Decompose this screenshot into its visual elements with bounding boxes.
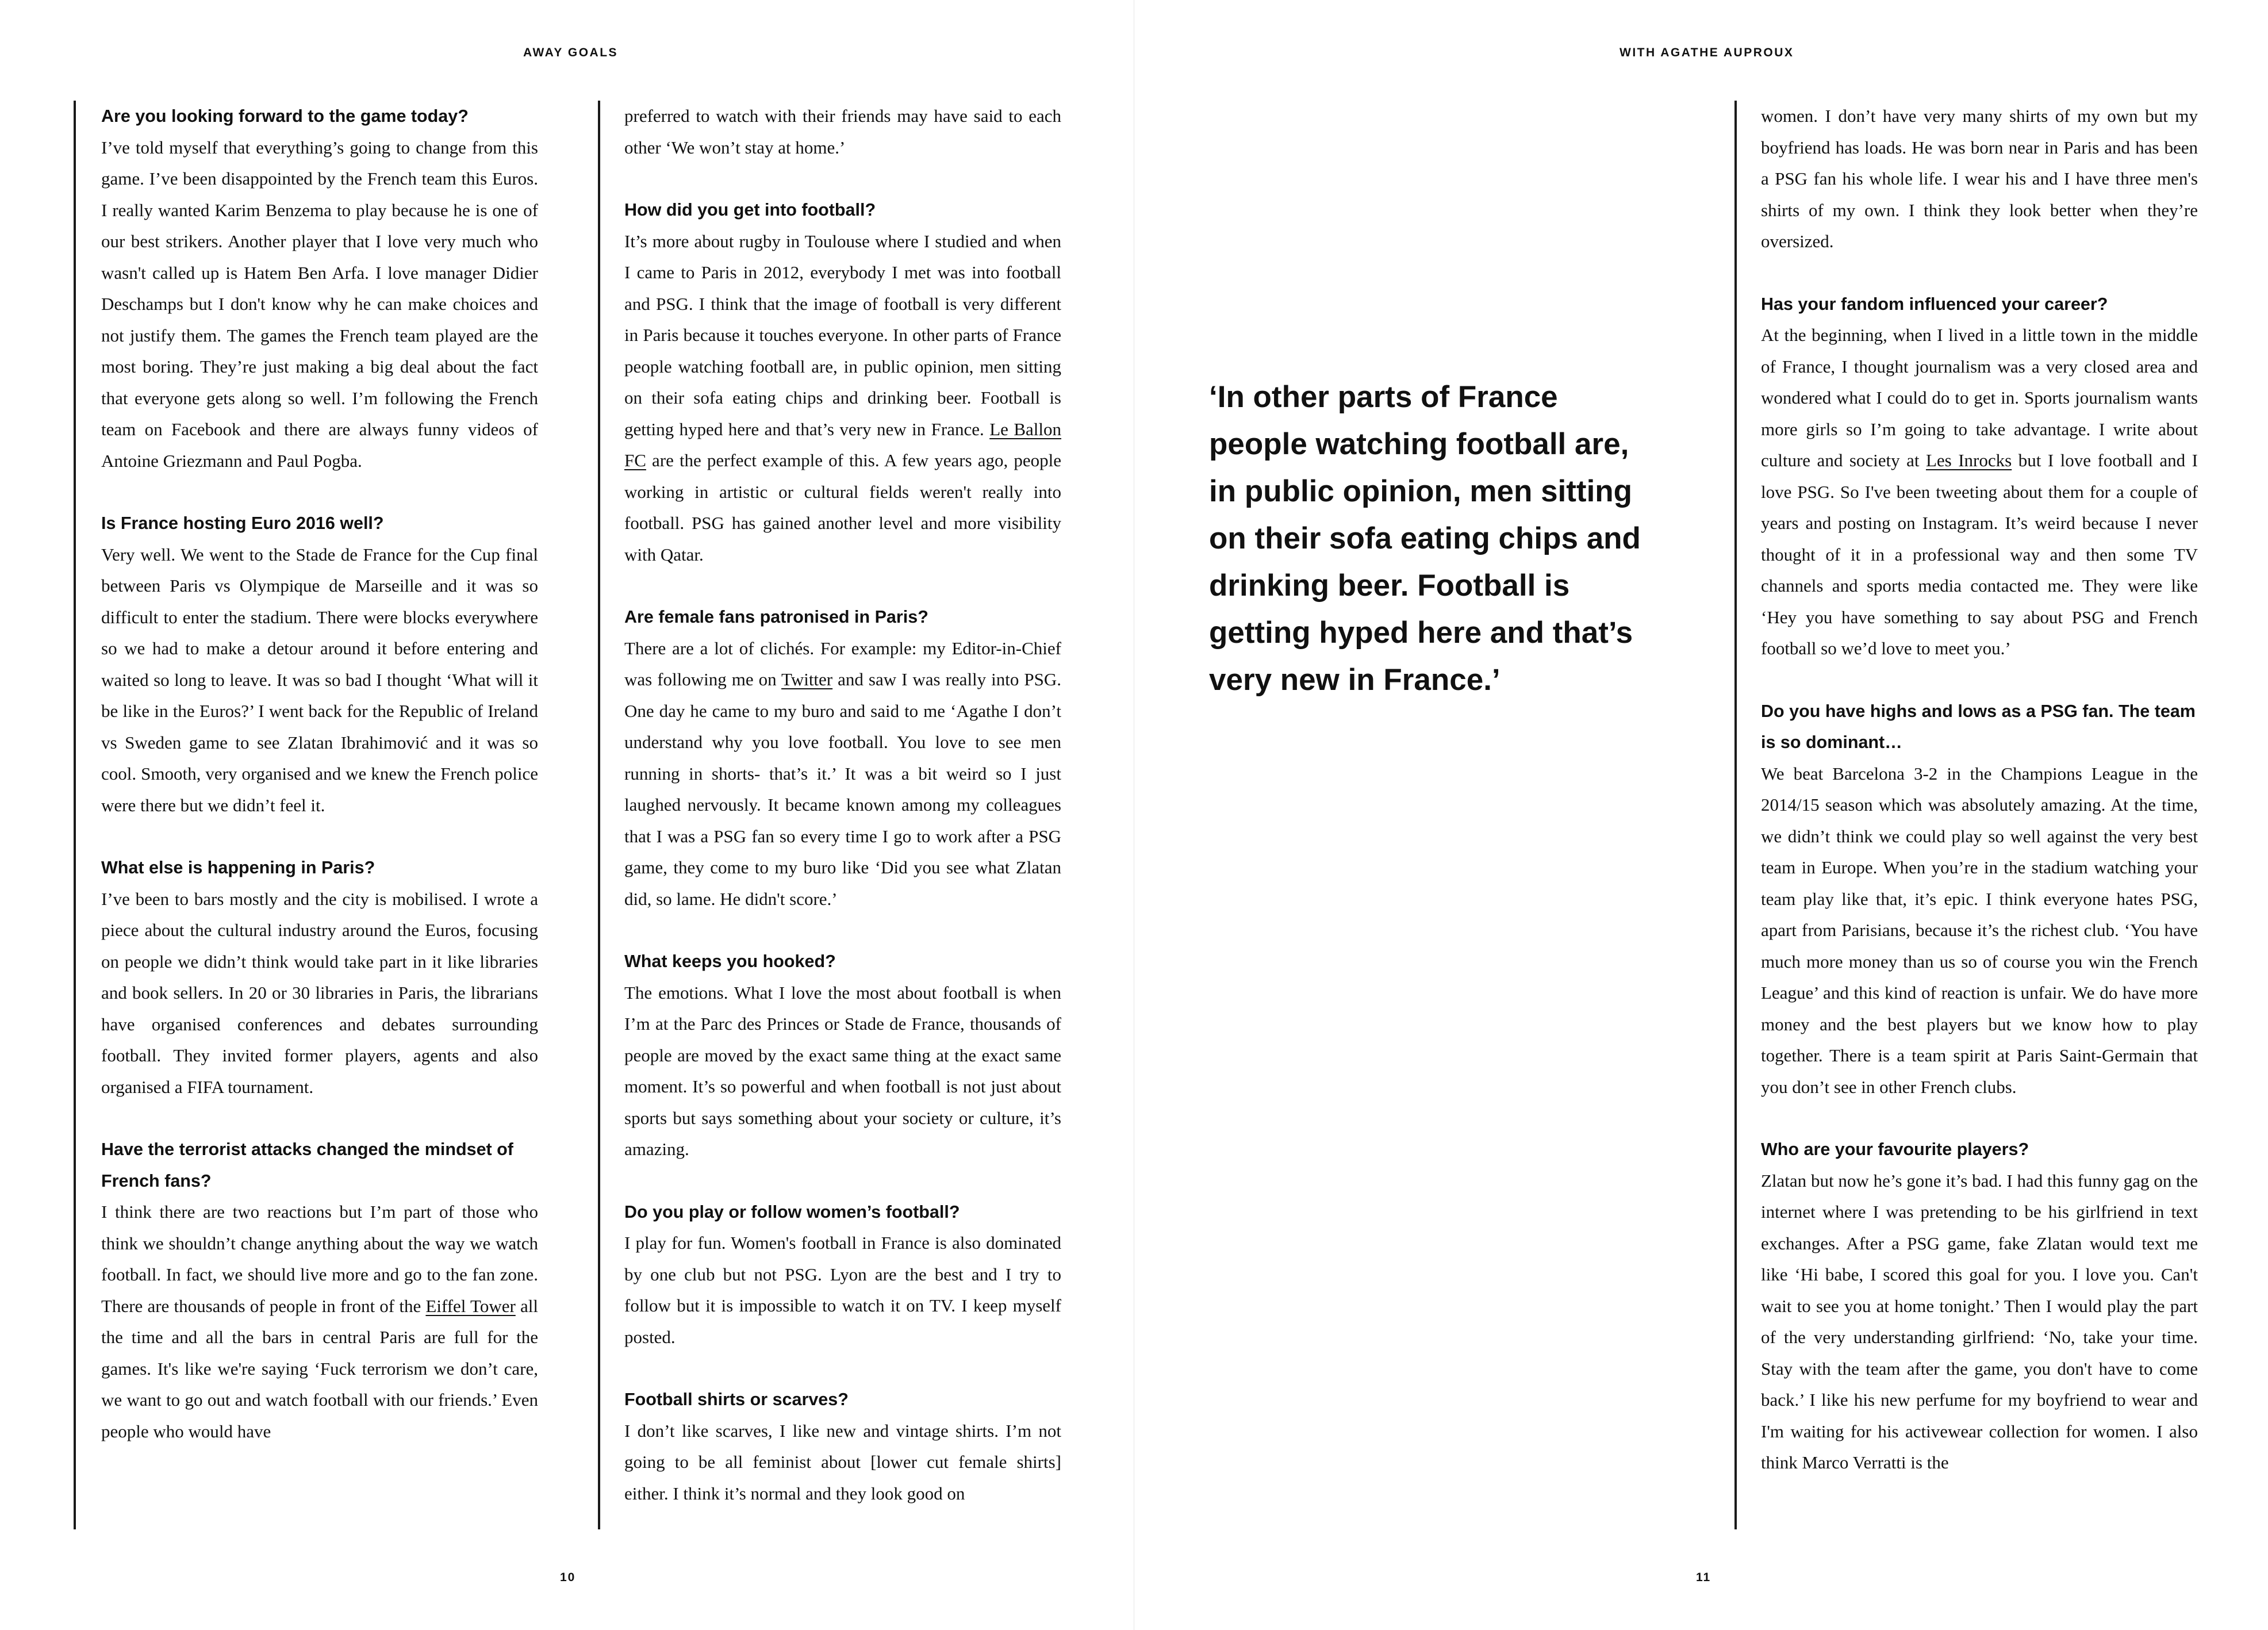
qa-block — [624, 194, 1061, 570]
question: What else is happening in Paris? — [101, 858, 375, 877]
inline-link[interactable]: Twitter — [781, 669, 833, 689]
qa-block — [101, 508, 538, 821]
answer-text: We beat Barcelona 3-2 in the Champions League in the 2014/15 season which was absolutely amazing. At the time, we didn’t think we could play so well against the very best team in Europe. When you’re in the stadium watching your team play like that, it’s epic. I think everyone hates PSG, apart from Parisians, because it’s the richest club. ‘You have much more money than us so of course you win the French League’ and this kind of reaction is unfair. We do have more money and the best players but we know how to play together. There is a team spirit at Paris Saint-Germain that you don’t see in other French clubs. — [1761, 763, 2198, 1097]
answer — [624, 1228, 1061, 1353]
question: Football shirts or scarves? — [624, 1390, 849, 1409]
answer-text: I’ve told myself that everything’s going to change from this game. I’ve been disappointed by the French team this Euros. I really wanted Karim Benzema to play because he is one of our best strikers. Another player that I love very much who wasn't called up is Hatem Ben Arfa. I love manager Didier Deschamps but I don't know why he can make choices and not justify them. The games the French team played are the most boring. They’re just making a big deal about the fact that everyone gets along so well. I’m following the French team on Facebook and there are always funny videos of Antoine Griezmann and Paul Pogba. — [101, 137, 538, 471]
question: Are female fans patronised in Paris? — [624, 607, 928, 627]
answer-text: Zlatan but now he’s gone it’s bad. I had this funny gag on the internet where I was pretending to be his girlfriend in text exchanges. After a PSG game, fake Zlatan would text me like ‘Hi babe, I scored this goal for you. I love you. Can't wait to see you at home tonight.’ Then I would play the part of the very understanding girlfriend: ‘No, take your time. Stay with the team after the game, you don't have to come back.’ I like his new perfume for my boyfriend to wear and I'm waiting for his activewear collection for women. I also think Marco Verratti is the — [1761, 1170, 2198, 1472]
qa-block — [1761, 696, 2198, 1103]
answer — [1761, 1165, 2198, 1479]
answer — [1761, 320, 2198, 665]
inline-link[interactable]: Les Inrocks — [1925, 450, 2012, 470]
question: Is France hosting Euro 2016 well? — [101, 513, 384, 533]
answer — [624, 977, 1061, 1165]
answer — [624, 633, 1061, 915]
inline-link[interactable]: Eiffel Tower — [425, 1295, 516, 1316]
answer-text: and saw I was really into PSG. One day he came to my buro and said to me ‘Agathe I don’t understand why you love football. You love to see men running in shorts- that’s it.’ It was a bit weird so I just laughed nervously. It became known among my colleagues that I was a PSG fan so every time I go to work after a PSG game, they come to my buro like ‘Did you see what Zlatan did, so lame. He didn't score.’ — [624, 669, 1061, 909]
column-body — [1761, 101, 2198, 1479]
answer-text: but I love football and I love PSG. So I've been tweeting about them for a couple of years and posting on Instagram. It’s weird because I never thought of it in a professional way and then some TV channels and sports media contacted me. They were like ‘Hey you have something to say about PSG and French football so we’d love to meet you.’ — [1761, 450, 2198, 658]
answer — [624, 226, 1061, 571]
answer — [101, 884, 538, 1103]
answer-text: Very well. We went to the Stade de France for the Cup final between Paris vs Olympique de Marseille and it was so difficult to enter the stadium. There were blocks everywhere so we had to make a detour around it before entering and waited so long to leave. It was so bad I thought ‘What will it be like in the Euros?’ I went back for the Republic of Ireland vs Sweden game to see Zlatan Ibrahimović and it was so cool. Smooth, very organised and we knew the French police were there but we didn’t feel it. — [101, 544, 538, 815]
answer — [1761, 758, 2198, 1103]
answer-text: I think there are two reactions but I’m part of those who think we shouldn’t change anything about the way we watch football. In fact, we should live more and go to the fan zone. There are thousands of people in front of the — [101, 1202, 538, 1316]
qa-block — [1761, 1134, 2198, 1479]
question: Do you have highs and lows as a PSG fan. The team is so dominant… — [1761, 701, 2196, 752]
answer — [101, 539, 538, 822]
answer — [624, 1416, 1061, 1510]
question: What keeps you hooked? — [624, 952, 836, 971]
answer — [101, 132, 538, 477]
answer-text: It’s more about rugby in Toulouse where I studied and when I came to Paris in 2012, everybody I met was into football and PSG. I think that the image of football is very different in Paris because it touches everyone. In other parts of France people watching football are, in public opinion, men sitting on their sofa eating chips and drinking beer. Football is getting hyped here and that’s very new in France. — [624, 231, 1061, 439]
answer-text: are the perfect example of this. A few years ago, people working in artistic or cultural fields weren't really into football. PSG has gained another level and more visibility with Qatar. — [624, 450, 1061, 565]
question: Who are your favourite players? — [1761, 1140, 2029, 1159]
page-number: 11 — [1696, 1571, 1711, 1584]
qa-block — [624, 946, 1061, 1165]
article-column-3 — [1734, 101, 2212, 1529]
qa-block — [624, 601, 1061, 915]
pull-quote: ‘In other parts of France people watching football are, in public opinion, men sitting on their sofa eating chips and drinking beer. Football is getting hyped here and that’s very new in France.’ — [1209, 380, 1641, 697]
answer-text: There are a lot of clichés. For example: my Editor-in-Chief was following me on — [624, 638, 1061, 689]
question: Has your fandom influenced your career? — [1761, 294, 2108, 314]
qa-block — [101, 852, 538, 1103]
running-head: WITH AGATHE AUPROUX — [1620, 46, 1794, 59]
inline-link[interactable]: Le Ballon FC — [624, 419, 1062, 470]
answer — [624, 101, 1061, 163]
question: Are you looking forward to the game today? — [101, 106, 469, 126]
answer-text: all the time and all the bars in central Paris are full for the games. It's like we're saying ‘Fuck terrorism we don’t care, we want to go out and watch football with our friends.’ Even people who would have — [101, 1295, 538, 1441]
answer-text: At the beginning, when I lived in a little town in the middle of France, I thought journalism was a very closed area and wondered what I could do to get in. Sports journalism wants more girls so I’m going to take advantage. I write about culture and society at — [1761, 325, 2198, 470]
qa-block — [624, 1384, 1061, 1509]
running-head: AWAY GOALS — [523, 46, 619, 59]
answer — [101, 1196, 538, 1447]
answer-text: I’ve been to bars mostly and the city is mobilised. I wrote a piece about the cultural industry around the Euros, focusing on people we didn’t think would take part in it like libraries and book sellers. In 20 or 30 libraries in Paris, the librarians have organised conferences and debates surrounding football. They invited former players, agents and also organised a FIFA tournament. — [101, 888, 538, 1097]
qa-block — [101, 1134, 538, 1447]
article-column-1 — [74, 101, 551, 1529]
answer-text: I don’t like scarves, I like new and vintage shirts. I’m not going to be all feminist about [lower cut female shirts] either. I think it’s normal and they look good on — [624, 1420, 1061, 1504]
answer-text: The emotions. What I love the most about football is when I’m at the Parc des Princes or Stade de France, thousands of people are moved by the exact same thing at the exact same moment. It’s so powerful and when football is not just about sports but says something about your society or culture, it’s amazing. — [624, 982, 1061, 1159]
column-body — [624, 101, 1061, 1509]
question: How did you get into football? — [624, 200, 876, 220]
qa-block — [624, 101, 1061, 163]
qa-block — [624, 1196, 1061, 1353]
answer-text: preferred to watch with their friends may have said to each other ‘We won’t stay at home.’ — [624, 106, 1061, 158]
qa-block — [1761, 289, 2198, 665]
question: Do you play or follow women’s football? — [624, 1202, 960, 1222]
article-column-2 — [598, 101, 1075, 1529]
answer-text: I play for fun. Women's football in France is also dominated by one club but not PSG. Lyon are the best and I try to follow but it is impossible to watch it on TV. I keep myself posted. — [624, 1233, 1061, 1347]
question: Have the terrorist attacks changed the mindset of French fans? — [101, 1140, 513, 1191]
column-body — [101, 101, 538, 1447]
qa-block — [1761, 101, 2198, 258]
answer-text: women. I don’t have very many shirts of my own but my boyfriend has loads. He was born near in Paris and has been a PSG fan his whole life. I wear his and I have three men's shirts of my own. I think they look better when they’re oversized. — [1761, 106, 2198, 251]
qa-block — [101, 101, 538, 477]
answer — [1761, 101, 2198, 258]
page-number: 10 — [560, 1571, 576, 1584]
